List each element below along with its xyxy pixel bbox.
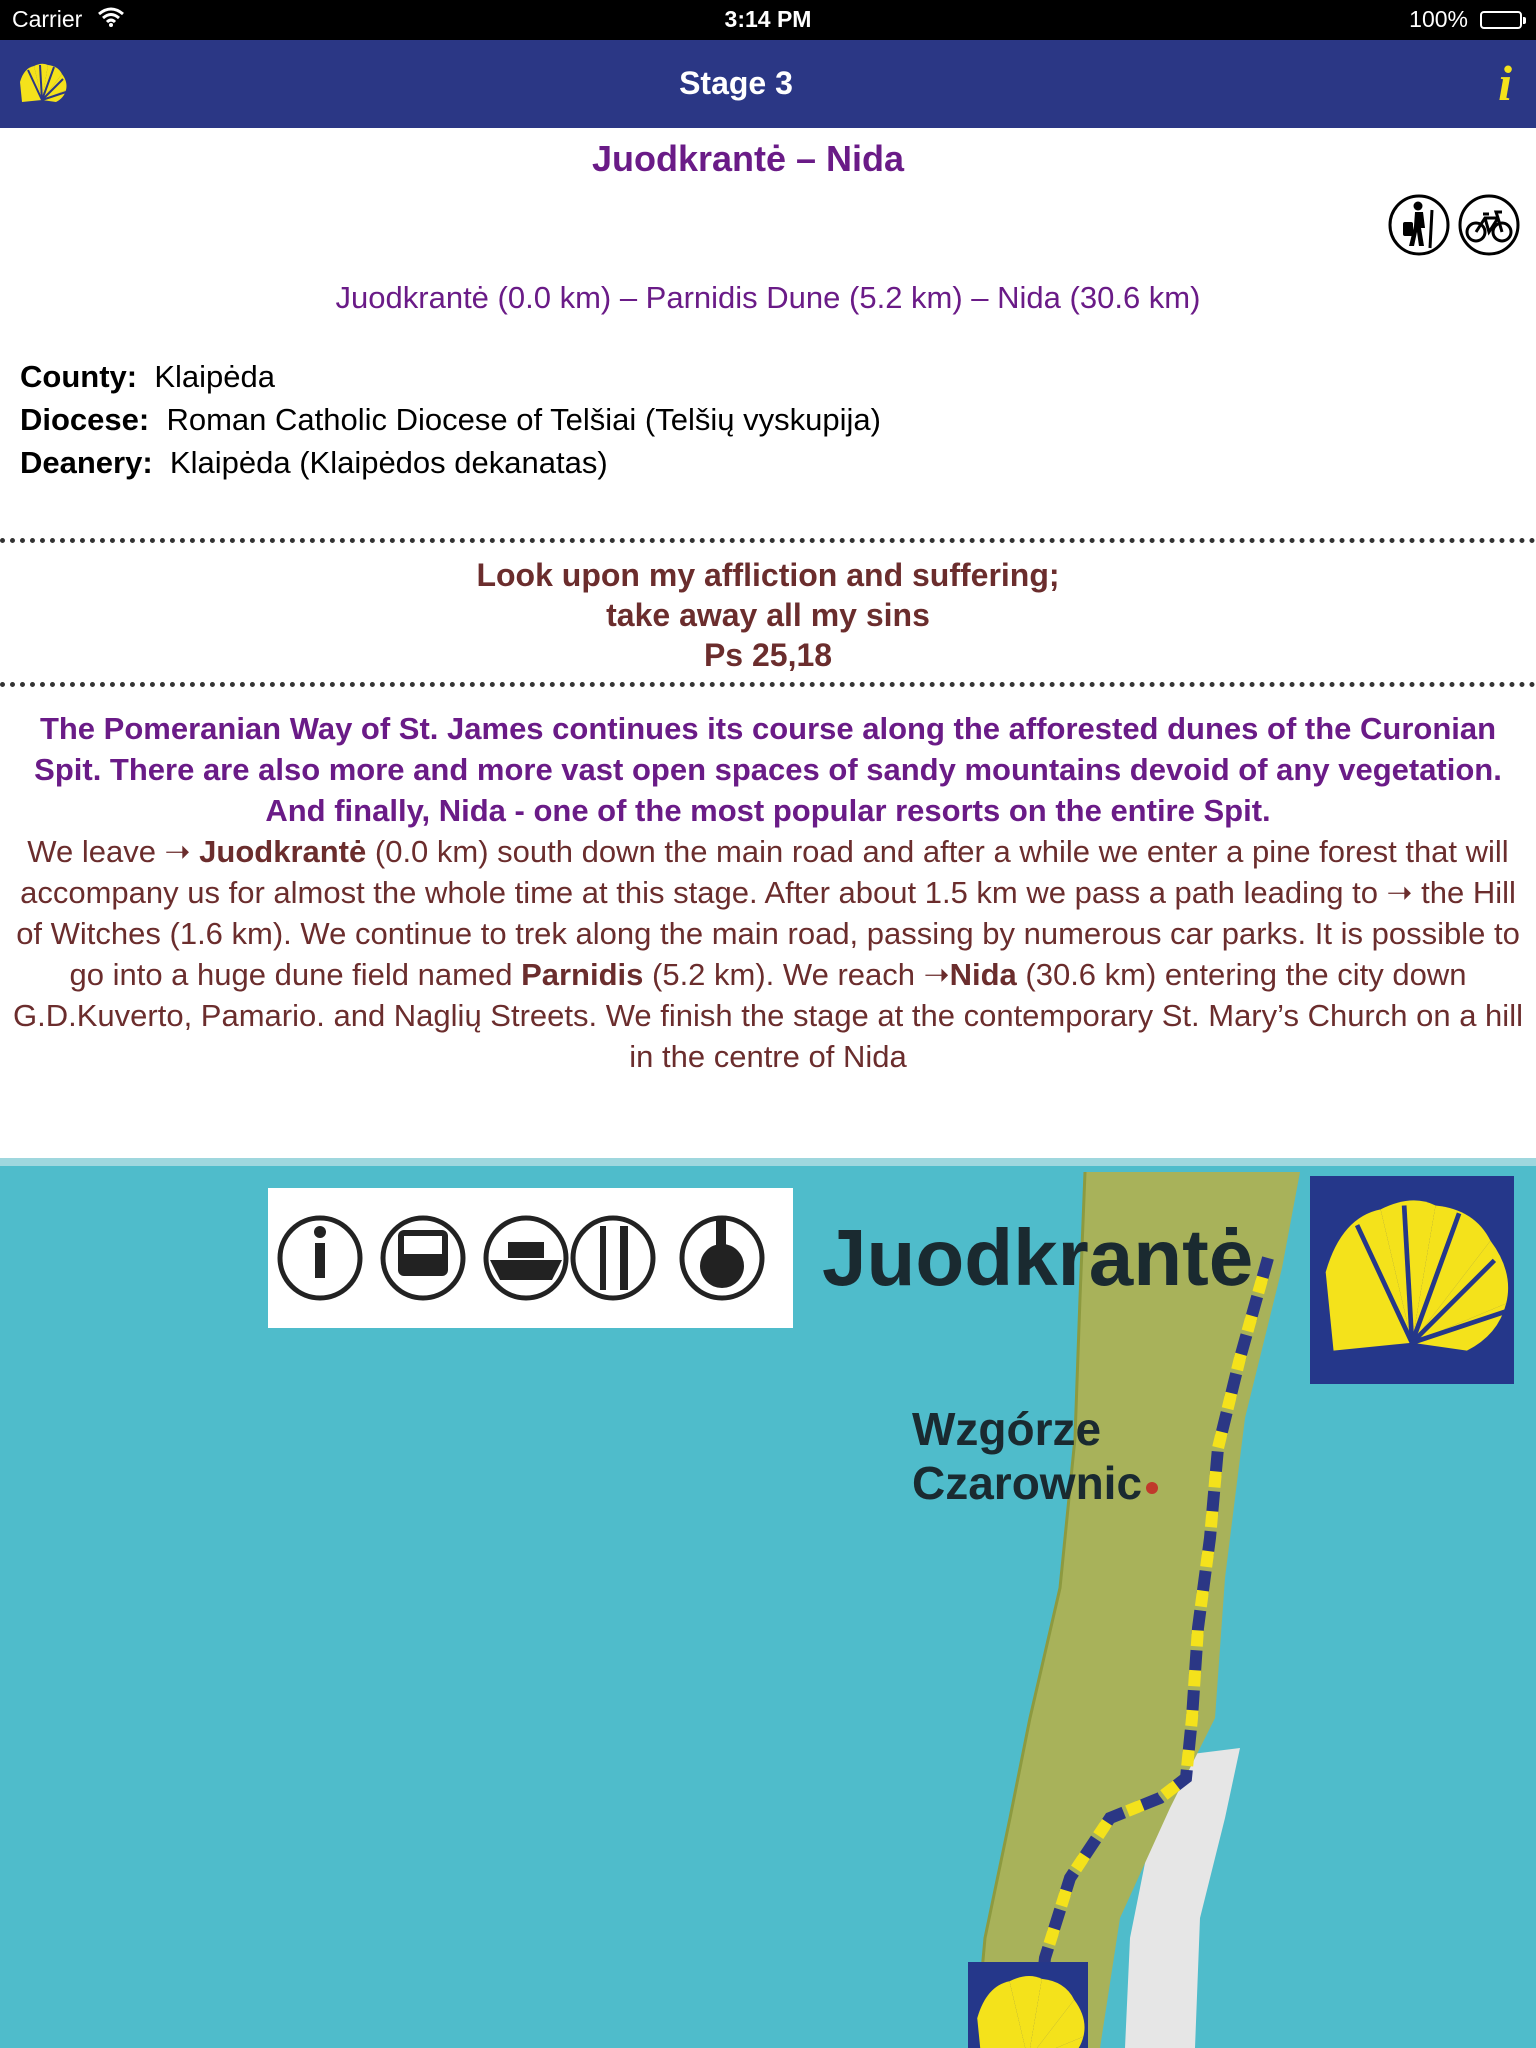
quote-reference: Ps 25,18: [703, 637, 833, 673]
diocese-row: [20, 398, 881, 441]
deanery-value: Klaipėda (Klaipėdos dekanatas): [169, 445, 608, 480]
hiker-icon: [1388, 194, 1450, 256]
battery-icon: [1480, 11, 1522, 29]
map-label-hill: Wzgórze Czarownic: [912, 1403, 1143, 1509]
shell-icon: [968, 1962, 1088, 2048]
map-label-town: Juodkrantė: [822, 1213, 1254, 1302]
carrier-label: Carrier: [12, 6, 83, 32]
bicycle-icon: [1458, 194, 1520, 256]
nav-title: Stage 3: [679, 65, 793, 101]
map-legend: [268, 1188, 793, 1328]
quote-line: Look upon my affliction and suffering;: [476, 557, 1060, 593]
divider: [0, 538, 1536, 543]
scripture-quote: [0, 555, 1536, 675]
place-link-juodkrante: Juodkrantė: [199, 834, 367, 869]
stage-map[interactable]: [0, 1158, 1536, 2048]
stage-title: Juodkrantė – Nida: [591, 138, 905, 179]
county-label: County:: [20, 359, 138, 394]
stage-lead: The Pomeranian Way of St. James continues its course along the afforested dunes of the Curonian Spit. There are also more and more vast open spaces of sandy mountains devoid of any vegetation. And finally, Nida - one of the most popular resorts on the entire Spit.: [34, 711, 1502, 828]
status-bar: [0, 0, 1536, 40]
quote-line: take away all my sins: [606, 597, 930, 633]
stage-description: We leave ➝ Juodkrantė (0.0 km) south down the main road and after a while we enter a pine forest that will accompany us for almost the whole time at this stage. After about 1.5 km we pass a path leading to ➝ the Hill of Witches (1.6 km). We continue to trek along the main road, passing by numerous car parks. It is possible to go into a huge dune field named Parnidis (5.2 km). We reach ➝Nida (30.6 km) entering the city down G.D.Kuverto, Pamario. and Naglių Streets. We finish the stage at the contemporary St. Mary’s Church on a hill in the centre of Nida: [13, 834, 1523, 1074]
accommodation-icon: [700, 1218, 744, 1288]
info-icon: [314, 1226, 326, 1278]
deanery-row: [20, 441, 881, 484]
diocese-value: Roman Catholic Diocese of Telšiai (Telšių vyskupija): [166, 402, 881, 437]
divider: [0, 682, 1536, 687]
restaurant-icon: [600, 1226, 628, 1290]
place-parnidis: Parnidis: [521, 957, 644, 992]
ferry-icon: [490, 1242, 562, 1280]
deanery-label: Deanery:: [20, 445, 153, 480]
bus-icon: [398, 1230, 448, 1276]
battery-percent: 100%: [1409, 6, 1468, 32]
route-summary: Juodkrantė (0.0 km) – Parnidis Dune (5.2 km) – Nida (30.6 km): [335, 280, 1201, 315]
county-value: Klaipėda: [154, 359, 275, 394]
clock: 3:14 PM: [724, 6, 812, 32]
shell-icon: [1310, 1176, 1514, 1384]
info-icon[interactable]: i: [1498, 55, 1512, 111]
travel-mode-icons: [1384, 194, 1520, 261]
navigation-bar: [0, 40, 1536, 128]
stage-meta: [20, 355, 881, 484]
place-link-nida: Nida: [949, 957, 1017, 992]
county-row: [20, 355, 881, 398]
diocese-label: Diocese:: [20, 402, 150, 437]
